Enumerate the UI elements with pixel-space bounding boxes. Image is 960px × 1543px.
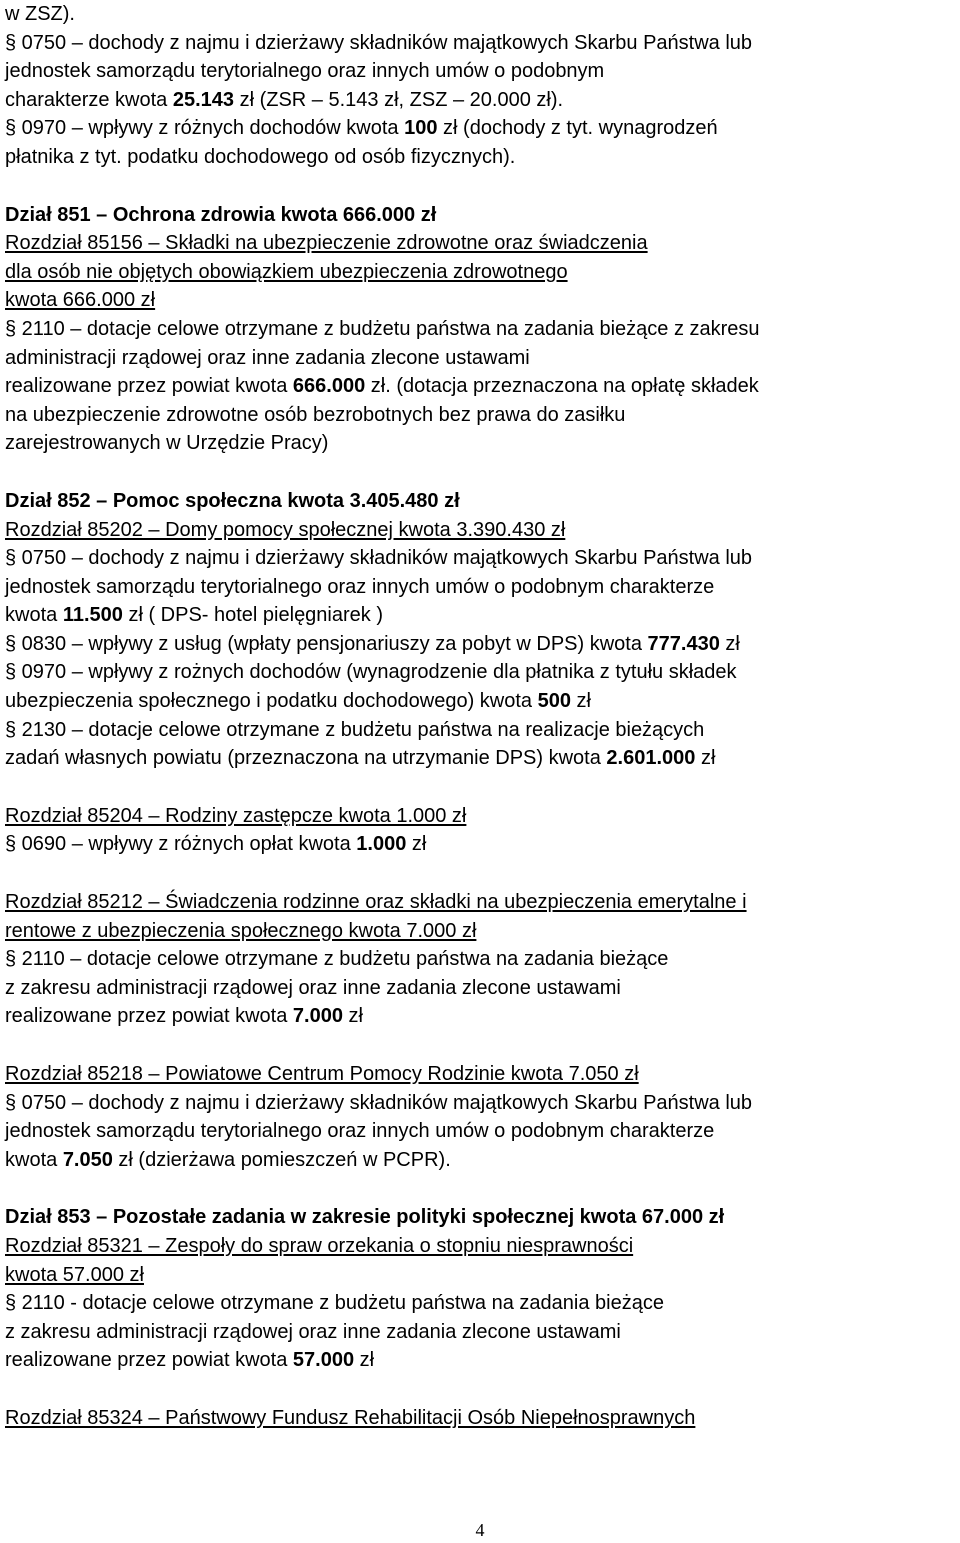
heading-underlined: Rozdział 85324 – Państwowy Fundusz Rehabilitacji Osób Niepełnosprawnych bbox=[5, 1406, 696, 1429]
bold-text: 25.143 bbox=[172, 88, 235, 111]
text-line bbox=[5, 315, 955, 344]
text-run: zł (dzierżawa pomieszczeń w PCPR). bbox=[112, 1148, 451, 1171]
text-run: zł bbox=[406, 833, 427, 856]
text-line bbox=[5, 487, 955, 516]
text-run: zarejestrowanych w Urzędzie Pracy) bbox=[5, 432, 329, 455]
text-run: na ubezpieczenie zdrowotne osób bezrobotnych bez prawa do zasiłku bbox=[5, 403, 626, 426]
text-line bbox=[5, 802, 955, 831]
paragraph bbox=[5, 830, 955, 859]
paragraph-gap bbox=[5, 172, 955, 201]
bold-text: 666.000 bbox=[292, 375, 366, 398]
text-line bbox=[5, 201, 955, 230]
text-run: kwota bbox=[5, 1148, 63, 1171]
text-line bbox=[5, 830, 955, 859]
paragraph bbox=[5, 0, 955, 29]
text-run: zł (ZSR – 5.143 zł, ZSZ – 20.000 zł). bbox=[234, 88, 564, 111]
heading-underlined: Rozdział 85202 – Domy pomocy społecznej kwota 3.390.430 zł bbox=[5, 518, 566, 541]
heading-underlined: rentowe z ubezpieczenia społecznego kwota 7.000 zł bbox=[5, 919, 477, 942]
heading-underlined: kwota 57.000 zł bbox=[5, 1263, 144, 1286]
text-line bbox=[5, 57, 955, 86]
text-run: zł bbox=[570, 690, 591, 713]
text-run: jednostek samorządu terytorialnego oraz innych umów o podobnym bbox=[5, 60, 605, 83]
paragraph-gap bbox=[5, 859, 955, 888]
text-line bbox=[5, 258, 955, 287]
text-line bbox=[5, 286, 955, 315]
paragraph bbox=[5, 487, 955, 516]
bold-text: 11.500 bbox=[62, 604, 123, 627]
paragraph-gap bbox=[5, 1031, 955, 1060]
text-line bbox=[5, 1203, 955, 1232]
text-run: zł bbox=[719, 632, 740, 655]
heading-underlined: dla osób nie objętych obowiązkiem ubezpieczenia zdrowotnego bbox=[5, 260, 568, 283]
text-run: realizowane przez powiat kwota bbox=[5, 1005, 293, 1028]
text-run: § 0750 – dochody z najmu i dzierżawy składników majątkowych Skarbu Państwa lub bbox=[5, 31, 753, 54]
text-line bbox=[5, 573, 955, 602]
text-line bbox=[5, 974, 955, 1003]
text-line bbox=[5, 601, 955, 630]
text-line bbox=[5, 114, 955, 143]
text-run: w ZSZ). bbox=[5, 3, 75, 25]
text-line bbox=[5, 429, 955, 458]
bold-text: Dział 853 – Pozostałe zadania w zakresie polityki społecznej kwota 67.000 zł bbox=[5, 1206, 725, 1229]
heading-underlined: Rozdział 85156 – Składki na ubezpieczenie zdrowotne oraz świadczenia bbox=[5, 232, 648, 255]
text-run: realizowane przez powiat kwota bbox=[5, 1349, 293, 1372]
text-run: płatnika z tyt. podatku dochodowego od osób fizycznych). bbox=[5, 145, 516, 168]
text-run: § 0750 – dochody z najmu i dzierżawy składników majątkowych Skarbu Państwa lub bbox=[5, 547, 753, 570]
text-line bbox=[5, 1089, 955, 1118]
text-run: kwota bbox=[5, 604, 63, 627]
heading-underlined: Rozdział 85204 – Rodziny zastępcze kwota 1.000 zł bbox=[5, 804, 467, 827]
text-run: charakterze kwota bbox=[5, 88, 173, 111]
text-line bbox=[5, 888, 955, 917]
text-line bbox=[5, 1146, 955, 1175]
text-run: § 0970 – wpływy z różnych dochodów kwota bbox=[5, 117, 405, 140]
text-line bbox=[5, 687, 955, 716]
heading-underlined: kwota 666.000 zł bbox=[5, 289, 156, 312]
text-line bbox=[5, 744, 955, 773]
text-line bbox=[5, 516, 955, 545]
paragraph-gap bbox=[5, 773, 955, 802]
bold-text: 7.050 bbox=[62, 1148, 113, 1171]
text-line bbox=[5, 1060, 955, 1089]
text-line bbox=[5, 1404, 955, 1433]
bold-text: 7.000 bbox=[292, 1005, 343, 1028]
text-run: realizowane przez powiat kwota bbox=[5, 375, 293, 398]
text-line bbox=[5, 630, 955, 659]
text-run: § 0750 – dochody z najmu i dzierżawy składników majątkowych Skarbu Państwa lub bbox=[5, 1091, 753, 1114]
paragraph bbox=[5, 1203, 955, 1232]
text-run: zł (dochody z tyt. wynagrodzeń bbox=[437, 117, 718, 140]
paragraph bbox=[5, 29, 955, 115]
text-line bbox=[5, 401, 955, 430]
text-line bbox=[5, 1346, 955, 1375]
text-run: administracji rządowej oraz inne zadania zlecone ustawami bbox=[5, 346, 530, 369]
bold-text: Dział 851 – Ochrona zdrowia kwota 666.000 zł bbox=[5, 203, 437, 226]
text-line bbox=[5, 945, 955, 974]
heading-underlined: Rozdział 85218 – Powiatowe Centrum Pomocy Rodzinie kwota 7.050 zł bbox=[5, 1063, 639, 1085]
bold-text: 2.601.000 bbox=[606, 747, 696, 770]
bold-text: Dział 852 – Pomoc społeczna kwota 3.405.480 zł bbox=[5, 489, 460, 512]
text-run: zł. (dotacja przeznaczona na opłatę składek bbox=[365, 375, 759, 398]
text-line bbox=[5, 143, 955, 172]
text-line bbox=[5, 1232, 955, 1261]
text-run: § 2110 - dotacje celowe otrzymane z budżetu państwa na zadania bieżące bbox=[5, 1292, 664, 1315]
text-line bbox=[5, 716, 955, 745]
bold-text: 500 bbox=[537, 690, 571, 713]
text-line bbox=[5, 1318, 955, 1347]
text-line bbox=[5, 1002, 955, 1031]
paragraph bbox=[5, 1404, 955, 1433]
bold-text: 100 bbox=[404, 117, 438, 140]
paragraph bbox=[5, 945, 955, 1031]
text-run: § 2110 – dotacje celowe otrzymane z budżetu państwa na zadania bieżące bbox=[5, 948, 669, 971]
paragraph bbox=[5, 315, 955, 458]
text-line bbox=[5, 1261, 955, 1290]
bold-text: 57.000 bbox=[292, 1349, 355, 1372]
paragraph bbox=[5, 630, 955, 659]
paragraph bbox=[5, 1060, 955, 1089]
paragraph bbox=[5, 1289, 955, 1375]
page-number: 4 bbox=[475, 1520, 485, 1540]
text-line bbox=[5, 229, 955, 258]
text-line bbox=[5, 658, 955, 687]
text-run: zł bbox=[695, 747, 716, 770]
text-run: zadań własnych powiatu (przeznaczona na utrzymanie DPS) kwota bbox=[5, 747, 607, 770]
bold-text: 1.000 bbox=[356, 833, 407, 856]
text-run: § 2130 – dotacje celowe otrzymane z budżetu państwa na realizacje bieżących bbox=[5, 718, 705, 741]
text-run: jednostek samorządu terytorialnego oraz innych umów o podobnym charakterze bbox=[5, 1120, 715, 1143]
text-run: § 0970 – wpływy z rożnych dochodów (wynagrodzenie dla płatnika z tytułu składek bbox=[5, 661, 737, 684]
text-line bbox=[5, 372, 955, 401]
text-line bbox=[5, 344, 955, 373]
text-line bbox=[5, 1117, 955, 1146]
document-body bbox=[5, 0, 955, 1433]
text-run: zł bbox=[354, 1349, 375, 1372]
text-line bbox=[5, 917, 955, 946]
paragraph-gap bbox=[5, 1174, 955, 1203]
paragraph bbox=[5, 114, 955, 171]
paragraph bbox=[5, 516, 955, 545]
paragraph-gap bbox=[5, 458, 955, 487]
heading-underlined: Rozdział 85321 – Zespoły do spraw orzekania o stopniu niesprawności bbox=[5, 1234, 634, 1257]
paragraph bbox=[5, 658, 955, 715]
text-run: z zakresu administracji rządowej oraz inne zadania zlecone ustawami bbox=[5, 976, 621, 999]
text-run: ubezpieczenia społecznego i podatku dochodowego) kwota bbox=[5, 690, 538, 713]
text-run: jednostek samorządu terytorialnego oraz innych umów o podobnym charakterze bbox=[5, 575, 715, 598]
text-run: § 2110 – dotacje celowe otrzymane z budżetu państwa na zadania bieżące z zakresu bbox=[5, 317, 760, 340]
text-line bbox=[5, 29, 955, 58]
text-run: zł ( DPS- hotel pielęgniarek ) bbox=[122, 604, 383, 627]
paragraph bbox=[5, 802, 955, 831]
heading-underlined: Rozdział 85212 – Świadczenia rodzinne oraz składki na ubezpieczenia emerytalne i bbox=[5, 891, 747, 914]
text-run: zł bbox=[342, 1005, 363, 1028]
paragraph bbox=[5, 1089, 955, 1175]
paragraph bbox=[5, 716, 955, 773]
text-run: § 0830 – wpływy z usług (wpłaty pensjonariuszy za pobyt w DPS) kwota bbox=[5, 632, 648, 655]
paragraph bbox=[5, 888, 955, 945]
paragraph bbox=[5, 229, 955, 315]
text-line bbox=[5, 1289, 955, 1318]
text-line bbox=[5, 544, 955, 573]
text-line bbox=[5, 86, 955, 115]
bold-text: 777.430 bbox=[647, 632, 720, 655]
paragraph-gap bbox=[5, 1375, 955, 1404]
text-line bbox=[5, 0, 955, 29]
paragraph bbox=[5, 1232, 955, 1289]
paragraph bbox=[5, 201, 955, 230]
text-run: § 0690 – wpływy z różnych opłat kwota bbox=[5, 833, 357, 856]
text-run: z zakresu administracji rządowej oraz inne zadania zlecone ustawami bbox=[5, 1320, 621, 1343]
paragraph bbox=[5, 544, 955, 630]
